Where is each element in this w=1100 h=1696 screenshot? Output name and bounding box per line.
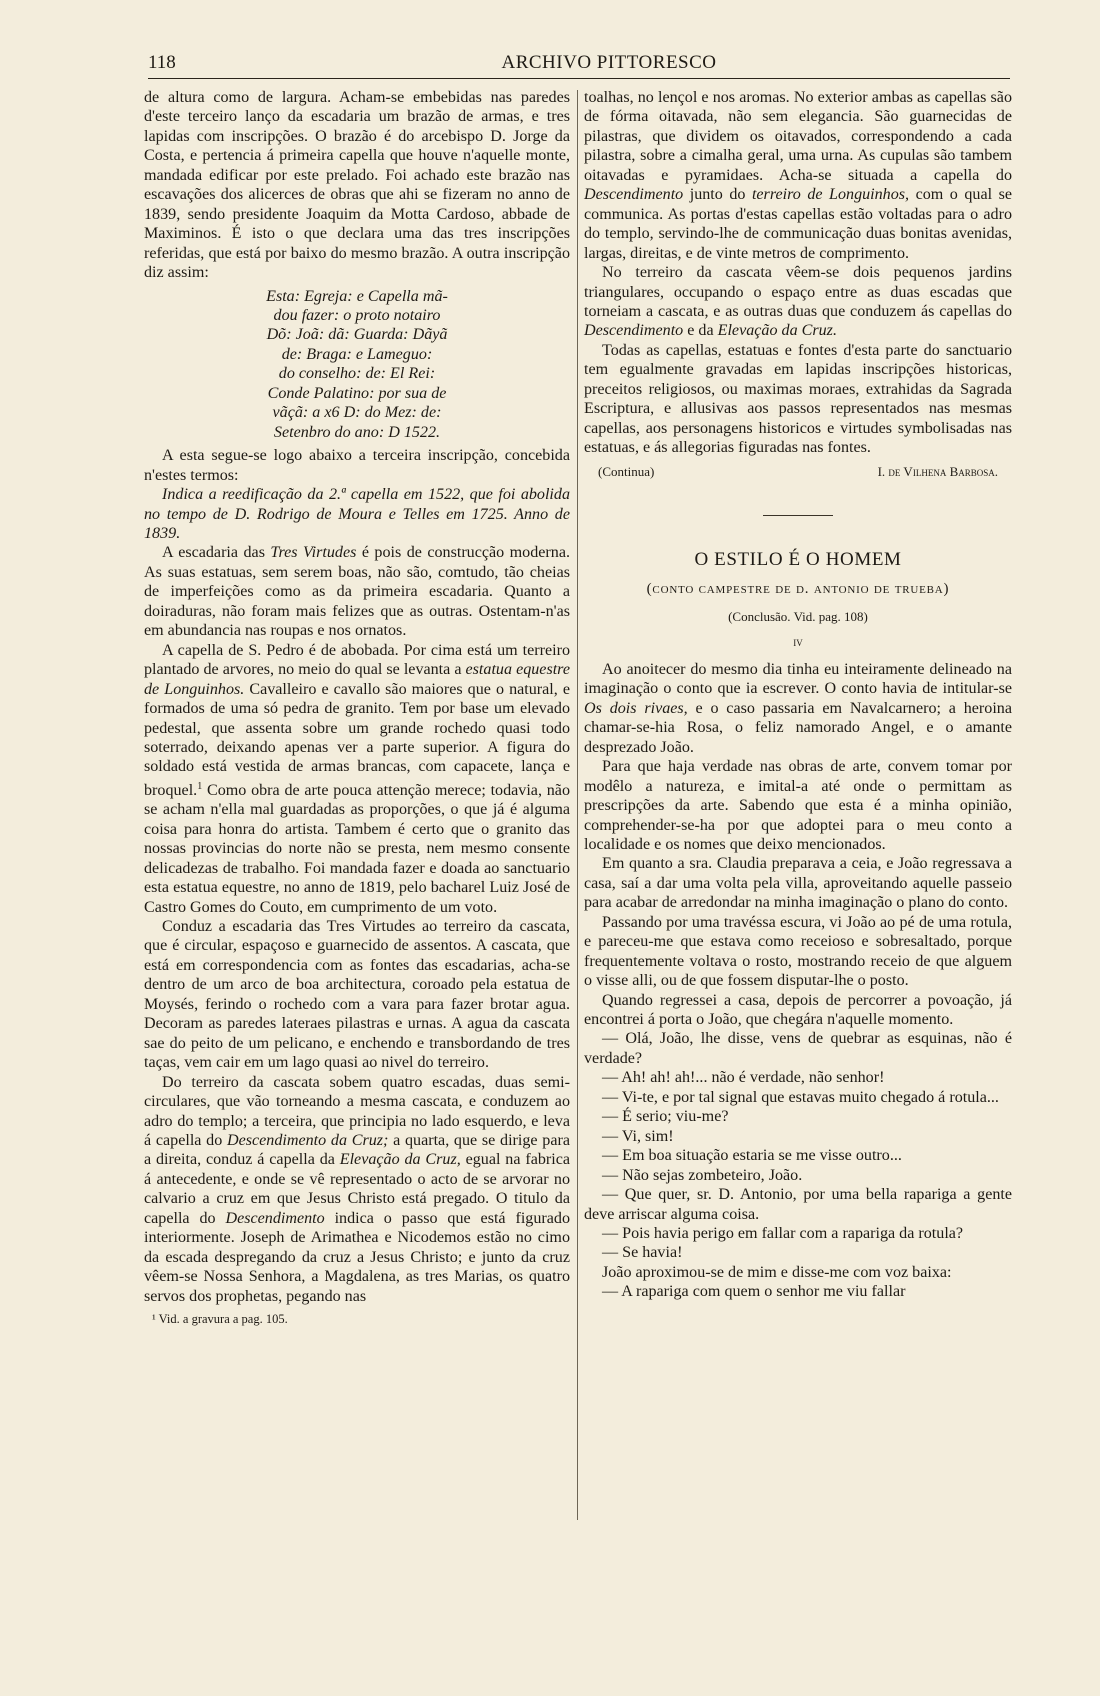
signature-row xyxy=(584,462,1012,481)
paragraph: A capella de S. Pedro é de abobada. Por cima está um terreiro plantado de arvores, no meio do qual se levanta a estatua equestre de Longuinhos. Cavalleiro e cavallo são maiores que o natural, e formados de uma só pedra de granito. Tem por base um elevado pedestal, que assenta sobre um grande rochedo quasi todo soterrado, deixando apenas ver a parte superior. A figura do soldado está vestida de armas brancas, com capacete, lança e broquel.$^1$ Como obra de arte pouca attenção merece; todavia, não se acham n'ella mal guardadas as proporções, o que já é alguma coisa para honra do artista. Tambem é certo que o granito das nossas provincias do norte não se presta, nem mesmo consente delicadezas de trabalho. Foi mandada fazer e doada ao sanctuario esta estatua equestre, no anno de 1819, pelo bacharel Luiz José de Castro Gomes do Couto, em cumprimento de um voto. xyxy=(144,641,570,916)
paragraph: Em quanto a sra. Claudia preparava a ceia, e João regressava a casa, saí a dar uma volta pela villa, aproveitando aquelle passeio para acabar de arredondar na minha imaginação o plano do conto. xyxy=(584,855,1012,912)
paragraph: A esta segue-se logo abaixo a terceira inscripção, concebida n'estes termos: xyxy=(144,447,570,484)
paragraph: de altura como de largura. Acham-se embebidas nas paredes d'este terceiro lanço da escadaria um brazão de armas, e tres lapidas com inscripções. O brazão é do arcebispo D. Jorge da Costa, e pertencia á primeira capella que houve n'aquelle monte, mandada edificar por este prelado. Foi achado este brazão nas escavações dos alicerces de obras que ahi se fizeram no anno de 1839, sendo presidente Joaquim da Motta Cardoso, abbade de Maximinos. É isto o que declara uma das tres inscripções referidas, que está por baixo do mesmo brazão. A outra inscripção diz assim: xyxy=(144,89,570,282)
story-subtitle: (conto campestre de d. antonio de trueba) xyxy=(646,580,950,597)
paragraph: Ao anoitecer do mesmo dia tinha eu inteiramente delineado na imaginação o conto que ia escrever. O conto havia de intitular-se Os dois rivaes, e o caso passaria em Navalcarnero; a heroina chamar-se-hia Rosa, o feliz namorado Angel, e o amante desprezado João. xyxy=(584,660,1012,756)
continua-note: (Continua) xyxy=(598,463,655,479)
paragraph: Todas as capellas, estatuas e fontes d'esta parte do sanctuario tem egualmente gravadas em lapidas inscripções historicas, preceitos religiosos, ou maximas moraes, extrahidas da Sagrada Escriptura, e allusivas aos passos representados nas mesmas capellas, aos personagens historicos e virtudes symbolisadas nas estatuas, e ás allegorias figuradas nas fontes. xyxy=(584,341,1012,457)
dialogue-line: — Não sejas zombeteiro, João. xyxy=(602,1166,803,1184)
section-number: iv xyxy=(793,634,803,650)
page-header xyxy=(148,50,1010,79)
paragraph: Do terreiro da cascata sobem quatro escadas, duas semi-circulares, que vão torneando a mesma cascata, e conduzem ao adro do templo; a terceira, que principia no lado esquerdo, e leva á capella do Descendimento da Cruz; a quarta, que se dirige para a direita, conduz á capella da Elevação da Cruz, egual na fabrica á antecedente, e onde se vê representado o acto de se arvorar no calvario a cruz em que Jesus Christo está pregado. O titulo da capella do Descendimento indica o passo que está figurado interiormente. Joseph de Arimathea e Nicodemos estão no cimo da escada despregando da cruz a Jesus Christo; e junto da cruz vêem-se Nossa Senhora, a Magdalena, as tres Marias, os quatro servos dos prophetas, pegando nas xyxy=(144,1073,571,1305)
dialogue-line: — Que quer, sr. D. Antonio, por uma bella rapariga a gente deve arriscar alguma coisa. xyxy=(584,1186,1012,1223)
separator-rule xyxy=(763,515,833,516)
dialogue-line: — Vi-te, e por tal signal que estavas muito chegado á rotula... xyxy=(602,1088,999,1106)
running-title: ARCHIVO PITTORESCO xyxy=(501,52,717,73)
left-column xyxy=(144,88,570,1327)
inscription-line: Esta: Egreja: e Capella mã- xyxy=(266,287,448,305)
inscription-line: vãçã: a x6 D: do Mez: de: xyxy=(272,404,442,422)
right-column xyxy=(584,88,1012,1302)
inscription xyxy=(144,287,570,443)
inscription-line: de: Braga: e Lameguo: xyxy=(281,345,433,363)
dialogue-line: — Vi, sim! xyxy=(602,1127,674,1145)
author-signature: I. de Vilhena Barbosa. xyxy=(877,463,998,479)
inscription-line: Conde Palatino: por sua de xyxy=(267,384,447,402)
dialogue-line: — A rapariga com quem o senhor me viu fallar xyxy=(602,1283,906,1301)
story-title: O ESTILO É O HOMEM xyxy=(694,549,902,571)
italic-paragraph: Indica a reedificação da 2.ª capella em 1522, que foi abolida no tempo de D. Rodrigo de Moura e Telles em 1725. Anno de 1839. xyxy=(144,486,570,542)
paragraph: A escadaria das Tres Virtudes é pois de construcção moderna. As suas estatuas, sem serem boas, não são, comtudo, tão cheias de imperfeições como as da primeira escadaria. Quanto a doiraduras, não foram mais felizes que as outras. Ostentam-n'as em abundancia nas roupas e nos ornatos. xyxy=(144,544,570,640)
footnote: ¹ Vid. a gravura a pag. 105. xyxy=(152,1312,288,1327)
inscription-line: Dõ: Joã: dã: Guarda: Dãyã xyxy=(266,326,448,344)
dialogue-line: — Ah! ah! ah!... não é verdade, não senhor! xyxy=(602,1069,885,1087)
story-note: (Conclusão. Vid. pag. 108) xyxy=(728,608,868,624)
dialogue-line: — Se havia! xyxy=(602,1244,683,1262)
dialogue-line: — É serio; viu-me? xyxy=(602,1108,729,1126)
paragraph: No terreiro da cascata vêem-se dois pequenos jardins triangulares, occupando o espaço entre as duas escadas que torneiam a cascata, e as outras duas que conduzem ás capellas do Descendimento e da Elevação da Cruz. xyxy=(584,264,1012,340)
paragraph: Para que haja verdade nas obras de arte, convem tomar por modêlo a natureza, e imital-a até onde o permittam as prescripções da arte. Sabendo que esta é a minha opinião, comprehender-se-ha por que adoptei para o meu conto a localidade e os nomes que deixo mencionados. xyxy=(584,758,1012,853)
column-divider xyxy=(577,90,578,1520)
dialogue-line: — Em boa situação estaria se me visse outro... xyxy=(602,1147,902,1165)
page-number: 118 xyxy=(148,52,176,73)
paragraph: Conduz a escadaria das Tres Virtudes ao terreiro da cascata, que é circular, espaçoso e guarnecido de assentos. A cascata, que está em correspondencia com as fontes das escadarias, acha-se dentro de um arco de boa architectura, coroado pela estatua de Moysés, ferindo o rochedo com a vara para fazer brotar agua. Decoram as paredes lateraes pilastras e urnas. A agua da cascata sae do peito de um pelicano, e enchendo e transbordando de tres taças, vem cair em um lago quasi ao nivel do terreiro. xyxy=(144,918,570,1072)
paragraph: João aproximou-se de mim e disse-me com voz baixa: xyxy=(602,1263,952,1281)
inscription-line: dou fazer: o proto notairo xyxy=(273,306,441,324)
paragraph: Passando por uma travéssa escura, vi João ao pé de uma rotula, e pareceu-me que estava como receioso e sobresaltado, porque frequentemente voltava o rosto, mostrando receio de que alguem o visse alli, ou de que fossem disputar-lhe o posto. xyxy=(584,913,1012,990)
dialogue-line: — Olá, João, lhe disse, vens de quebrar as esquinas, não é verdade? xyxy=(584,1030,1012,1067)
paragraph: toalhas, no lençol e nos aromas. No exterior ambas as capellas são de fórma oitavada, não sem elegancia. São guarnecidas de pilastras, que dividem os oitavados, correspondendo a cada pilastra, sobre a cimalha geral, uma urna. As cupulas são tambem oitavadas e pyramidaes. Acha-se situada a capella do Descendimento junto do terreiro de Longuinhos, com o qual se communica. As portas d'estas capellas estão voltadas para o adro do templo, servindo-lhe de communicação duas bonitas avenidas, largas, direitas, e de vinte metros de comprimento. xyxy=(584,89,1012,262)
paragraph: Quando regressei a casa, depois de percorrer a povoação, já encontrei á porta o João, que chegára n'aquelle momento. xyxy=(584,991,1012,1029)
dialogue-line: — Pois havia perigo em fallar com a rapariga da rotula? xyxy=(602,1225,964,1243)
footnote-marker: 1 xyxy=(197,780,203,792)
inscription-line: Setenbro do ano: D 1522. xyxy=(273,423,441,441)
inscription-line: do conselho: de: El Rei: xyxy=(278,365,436,383)
